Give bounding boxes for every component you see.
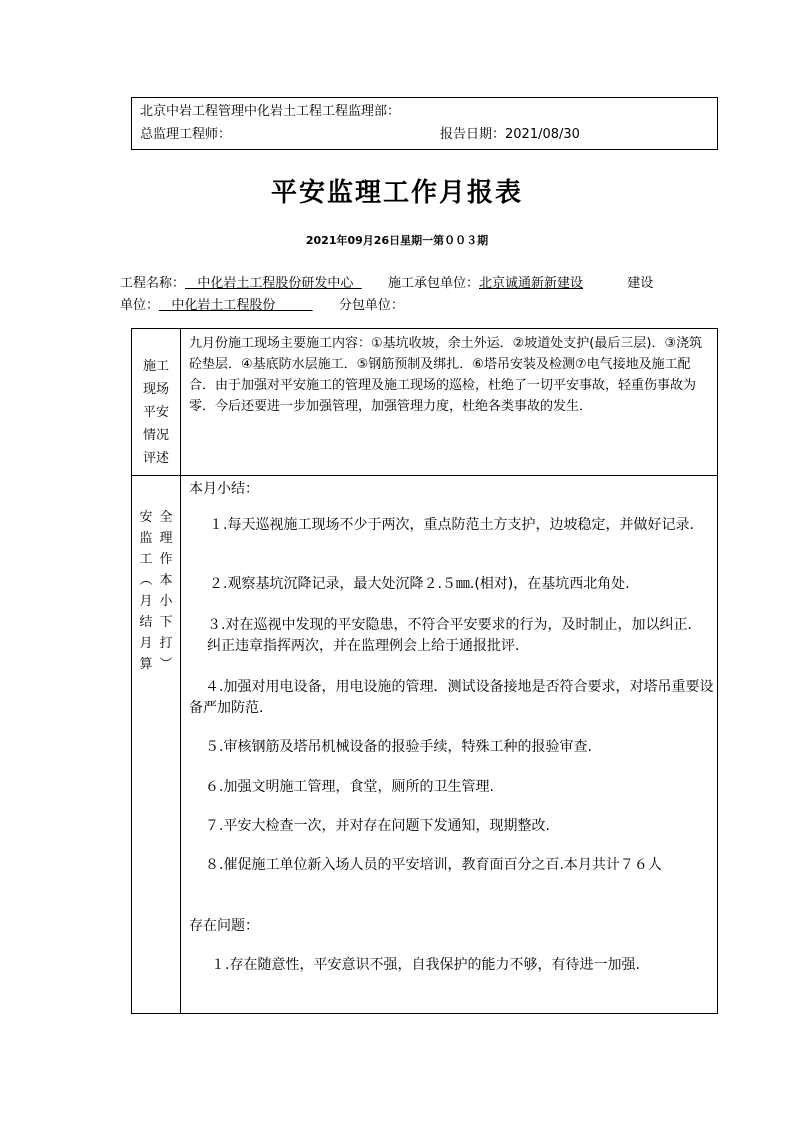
section1-text: 九月份施工现场主要施工内容：①基坑收坡，余土外运．②坡道处支护(最后三层)．③浇筑砼垫层．④基底防水层施工．⑤钢筋预制及绑扎．⑥塔吊安装及检测⑦电气接地及施工配合．由于加强对平安施工的管理及施工现场的巡检，杜绝了一切平安事故，轻重伤事故为零．今后还要进一步加强管理，加强管理力度，杜绝各类事故的发生． xyxy=(189,336,703,414)
summary-title: 本月小结： xyxy=(189,481,259,497)
section2-label-right: 全 理 作 本 小 下 打 ︶ xyxy=(159,510,173,672)
report-table xyxy=(131,328,718,1014)
summary-item-6: ６.加强文明施工管理，食堂，厕所的卫生管理. xyxy=(205,779,494,795)
supervision-dept-line: 北京中岩工程管理中化岩土工程工程监理部： xyxy=(140,104,401,119)
column-divider xyxy=(180,329,181,1013)
problems-title: 存在问题： xyxy=(189,918,259,934)
contractor-label: 施工承包单位： xyxy=(387,276,479,291)
row-divider xyxy=(132,475,717,476)
chief-engineer-label: 总监理工程师： xyxy=(140,127,232,142)
report-date: 报告日期：2021/08/30 xyxy=(440,127,580,142)
section1-label: 施工 现场 平安 情况 评述 xyxy=(142,359,169,466)
header-box xyxy=(131,97,718,150)
subcontractor-label: 分包单位： xyxy=(338,298,404,313)
project-info-line xyxy=(120,272,653,291)
date-period-line: 2021年09月26日星期一第００３期 xyxy=(305,234,489,247)
unit-label: 单位： xyxy=(120,298,160,313)
unit-info-line xyxy=(120,294,404,313)
summary-item-3: ３.对在巡视中发现的平安隐患，不符合平安要求的行为，及时制止，加以纠正．纠正违章指挥两次，并在监理例会上给于通报批评. xyxy=(207,617,702,654)
summary-item-2: ２.观察基坑沉降记录，最大处沉降２.５㎜.(相对)，在基坑西北角处. xyxy=(209,576,630,592)
project-label: 工程名称： xyxy=(120,276,186,291)
section2-label-left: 安 监 工 ︵ 月 结 月 算 xyxy=(139,510,153,672)
contractor-name: 北京诚通新新建设 xyxy=(479,276,584,291)
summary-item-7: ７.平安大检查一次，并对存在问题下发通知，现期整改. xyxy=(205,818,550,834)
summary-item-8: ８.催促施工单位新入场人员的平安培训，教育面百分之百.本月共计７６人 xyxy=(205,857,662,873)
summary-item-5: ５.审核钢筋及塔吊机械设备的报验手续，特殊工种的报验审查. xyxy=(205,739,592,755)
summary-item-4: ４.加强对用电设备，用电设施的管理．测试设备接地是否符合要求，对塔吊重要设备严加防范. xyxy=(189,679,714,716)
problem-item-1: １.存在随意性，平安意识不强，自我保护的能力不够，有待进一加强. xyxy=(211,957,640,973)
unit-name: 中化岩土工程股份 xyxy=(171,298,276,313)
document-title: 平安监理工作月报表 xyxy=(270,178,523,208)
build-label: 建设 xyxy=(627,276,654,291)
summary-item-1: １.每天巡视施工现场不少于两次，重点防范土方支护，边坡稳定，并做好记录. xyxy=(209,517,694,533)
project-name: 中化岩土工程股份研发中心 xyxy=(197,276,354,291)
